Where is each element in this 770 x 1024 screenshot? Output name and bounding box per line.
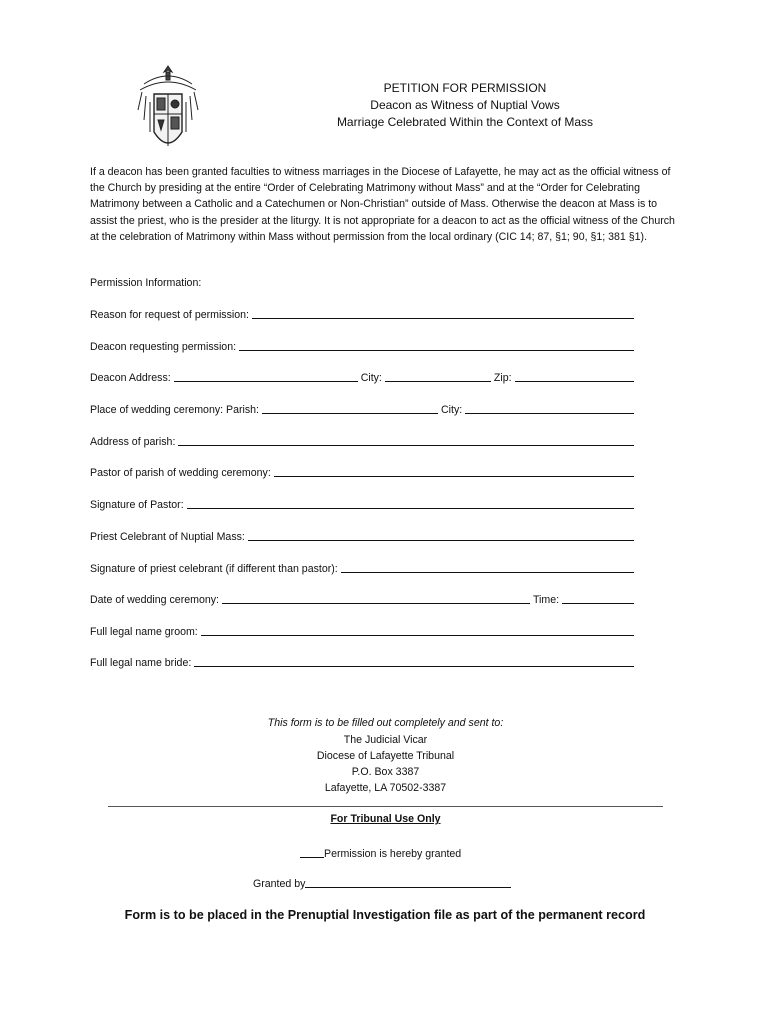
pastor-signature-label: Signature of Pastor:: [90, 499, 184, 511]
city-label: City:: [360, 372, 382, 384]
address-line: The Judicial Vicar: [343, 734, 428, 746]
wedding-parish-row: [90, 402, 634, 416]
parish-address-row: [90, 434, 634, 448]
pastor-label: Pastor of parish of wedding ceremony:: [90, 467, 271, 479]
permission-granted-checkbox[interactable]: [300, 846, 324, 858]
priest-celebrant-label: Priest Celebrant of Nuptial Mass:: [90, 531, 245, 543]
groom-field[interactable]: [201, 624, 634, 636]
reason-row: [90, 307, 634, 321]
city-field[interactable]: [385, 370, 491, 382]
wedding-parish-field[interactable]: [262, 402, 438, 414]
reason-label: Reason for request of permission:: [90, 309, 249, 321]
permission-granted-row: [300, 846, 461, 860]
deacon-address-row: [90, 370, 634, 384]
granted-by-label: Granted by: [253, 878, 306, 890]
priest-signature-field[interactable]: [341, 561, 634, 573]
deacon-field[interactable]: [239, 339, 634, 351]
priest-signature-row: [90, 561, 634, 575]
zip-label: Zip:: [493, 372, 512, 384]
deacon-address-field[interactable]: [174, 370, 358, 382]
time-field[interactable]: [562, 592, 634, 604]
pastor-row: [90, 465, 634, 479]
intro-paragraph: If a deacon has been granted faculties to witness marriages in the Diocese of Lafayette, he may act as the official witness of the Church by presiding at the entire “Order of Celebrating Matrimony without Mass” and at the “Order for Celebrating Matrimony between a Catholic and a Catechumen or Non-Christian” outside of Mass. Otherwise the deacon at Mass is to assist the priest, who is the presider at the liturgy. It is not appropriate for a deacon to act as the official witness of the Church at the celebration of Matrimony within Mass without permission from the local ordinary (CIC 14; 87, §1; 90, §1; 381 §1).: [90, 166, 675, 243]
parish-address-label: Address of parish:: [90, 436, 176, 448]
final-note: Form is to be placed in the Prenuptial Investigation file as part of the permanent record: [124, 908, 646, 922]
bride-field[interactable]: [194, 655, 634, 667]
tribunal-use-label: For Tribunal Use Only: [330, 813, 441, 825]
wedding-date-row: [90, 592, 634, 606]
reason-field[interactable]: [252, 307, 634, 319]
deacon-address-label: Deacon Address:: [90, 372, 171, 384]
form-title-block: [300, 80, 630, 131]
permission-info-label: Permission Information:: [90, 277, 202, 289]
pastor-signature-field[interactable]: [187, 497, 634, 509]
tribunal-use-heading: [108, 813, 663, 825]
wedding-date-label: Date of wedding ceremony:: [90, 594, 219, 606]
diocese-crest-logo: [136, 62, 200, 162]
parish-city-field[interactable]: [465, 402, 634, 414]
form-title: PETITION FOR PERMISSION: [383, 81, 547, 95]
form-subtitle-2: Marriage Celebrated Within the Context of Mass: [336, 115, 594, 129]
wedding-date-field[interactable]: [222, 592, 530, 604]
address-line: P.O. Box 3387: [351, 766, 420, 778]
priest-celebrant-field[interactable]: [248, 529, 634, 541]
address-line: Diocese of Lafayette Tribunal: [316, 750, 455, 762]
granted-by-field[interactable]: [305, 876, 511, 888]
deacon-row: [90, 339, 634, 353]
pastor-field[interactable]: [274, 465, 634, 477]
submission-instruction: This form is to be filled out completely and sent to:: [267, 717, 504, 729]
parish-city-label: City:: [441, 404, 463, 416]
time-label: Time:: [532, 594, 560, 606]
granted-by-row: [253, 876, 511, 890]
zip-field[interactable]: [515, 370, 634, 382]
priest-signature-label: Signature of priest celebrant (if different than pastor):: [90, 563, 338, 575]
priest-celebrant-row: [90, 529, 634, 543]
form-subtitle: Deacon as Witness of Nuptial Vows: [370, 98, 560, 112]
parish-address-field[interactable]: [178, 434, 634, 446]
permission-granted-label: Permission is hereby granted: [324, 848, 462, 860]
groom-label: Full legal name groom:: [90, 626, 198, 638]
divider-line: [108, 806, 663, 807]
address-line: Lafayette, LA 70502-3387: [324, 782, 447, 794]
bride-label: Full legal name bride:: [90, 657, 192, 669]
groom-row: [90, 624, 634, 638]
bride-row: [90, 655, 634, 669]
deacon-label: Deacon requesting permission:: [90, 341, 237, 353]
wedding-parish-label: Place of wedding ceremony: Parish:: [90, 404, 259, 416]
pastor-signature-row: [90, 497, 634, 511]
